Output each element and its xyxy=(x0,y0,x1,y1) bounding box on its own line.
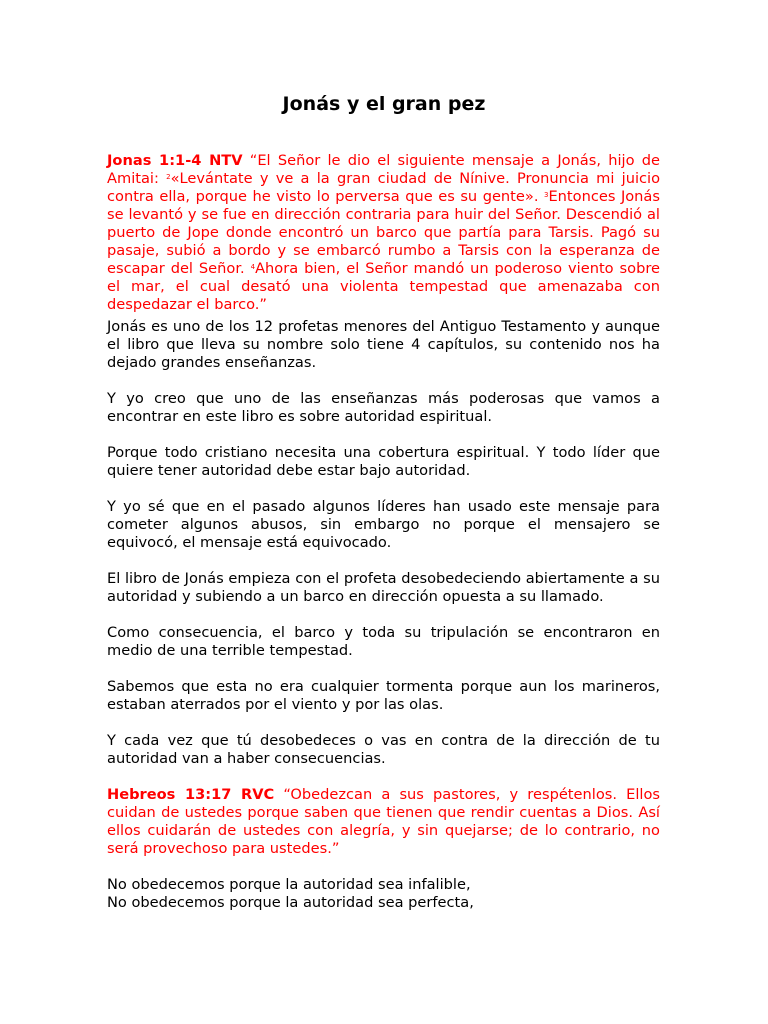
document-title: Jonás y el gran pez xyxy=(282,93,486,115)
scripture-text: “El Señor le dio el siguiente mensaje a Jonás, hijo de Amitai: xyxy=(107,152,660,187)
verse-number: 2 xyxy=(166,173,171,181)
closing-line: No obedecemos porque la autoridad sea perfecta, xyxy=(107,894,474,911)
scripture-passage-hebreos xyxy=(107,786,660,858)
body-paragraph: Como consecuencia, el barco y toda su tripulación se encontraron en medio de una terrible tempestad. xyxy=(107,624,660,659)
body-paragraph: Sabemos que esta no era cualquier tormenta porque aun los marineros, estaban aterrados por el viento y por las olas. xyxy=(107,678,660,713)
body-paragraph: El libro de Jonás empieza con el profeta desobedeciendo abiertamente a su autoridad y subiendo a un barco en dirección opuesta a su llamado. xyxy=(107,570,660,605)
scripture-text: Entonces Jonás se levantó y se fue en dirección contraria para huir del Señor. Descendió al puerto de Jope donde encontró un barco que partía para Tarsis. Pagó su pasaje, subió a bordo y se embarcó rumbo a Tarsis con la esperanza de escapar del Señor. xyxy=(107,188,660,277)
body-paragraph: Y yo creo que uno de las enseñanzas más poderosas que vamos a encontrar en este libro es sobre autoridad espiritual. xyxy=(107,390,660,425)
body-paragraph: Y cada vez que tú desobedeces o vas en contra de la dirección de tu autoridad van a haber consecuencias. xyxy=(107,732,660,767)
scripture-passage-jonas xyxy=(107,152,660,314)
closing-line: No obedecemos porque la autoridad sea infalible, xyxy=(107,876,471,893)
body-paragraph: Porque todo cristiano necesita una cobertura espiritual. Y todo líder que quiere tener autoridad debe estar bajo autoridad. xyxy=(107,444,660,479)
scripture-text: “Obedezcan a sus pastores, y respétenlos. Ellos cuidan de ustedes porque saben que tienen que rendir cuentas a Dios. Así ellos cuidarán de ustedes con alegría, y sin quejarse; de lo contrario, no será provechoso para ustedes.” xyxy=(107,786,660,857)
scripture-reference: Hebreos 13:17 RVC xyxy=(107,786,275,803)
verse-number: 4 xyxy=(250,263,256,271)
scripture-text: «Levántate y ve a la gran ciudad de Nínive. Pronuncia mi juicio contra ella, porque he visto lo perversa que es su gente». xyxy=(107,170,661,205)
scripture-text: Ahora bien, el Señor mandó un poderoso viento sobre el mar, el cual desató una violenta tempestad que amenazaba con despedazar el barco.” xyxy=(107,260,660,313)
body-paragraph: Y yo sé que en el pasado algunos líderes han usado este mensaje para cometer algunos abusos, sin embargo no porque el mensajero se equivocó, el mensaje está equivocado. xyxy=(107,498,660,551)
body-paragraph: Jonás es uno de los 12 profetas menores del Antiguo Testamento y aunque el libro que lleva su nombre solo tiene 4 capítulos, su contenido nos ha dejado grandes enseñanzas. xyxy=(107,318,660,371)
scripture-reference: Jonas 1:1-4 NTV xyxy=(107,152,243,169)
verse-number: 3 xyxy=(543,191,549,199)
document-body xyxy=(107,152,660,912)
